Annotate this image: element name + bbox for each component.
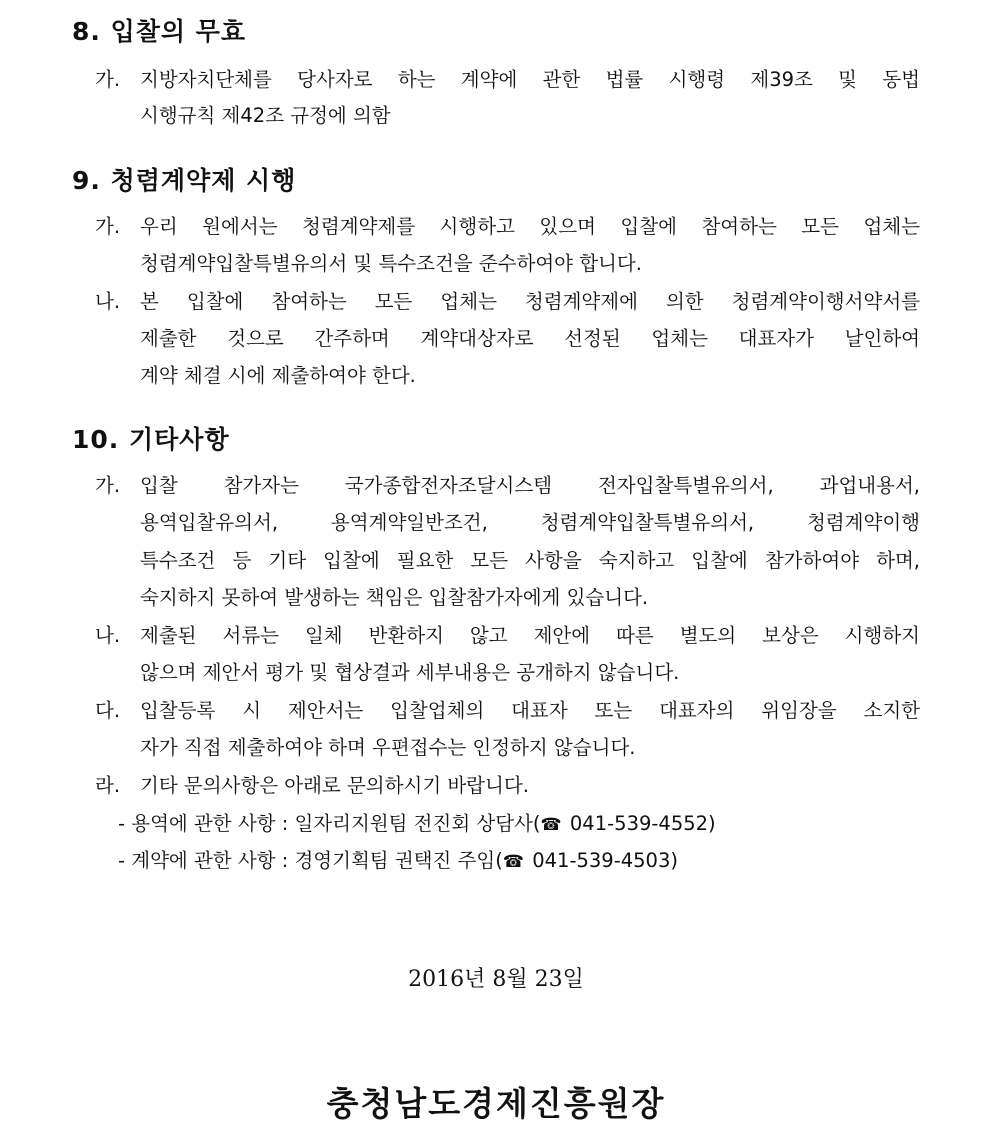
item-text-line: 지방자치단체를 당사자로 하는 계약에 관한 법률 시행령 제39조 및 동법 [140, 68, 920, 91]
contact-number: 041-539-4552) [563, 812, 716, 835]
contact-prefix: - 계약에 관한 사항 : 경영기획팀 권택진 주임( [118, 849, 503, 872]
contact-line-service [118, 808, 716, 836]
item-marker: 가. [95, 474, 121, 497]
item-text-line: 우리 원에서는 청렴계약제를 시행하고 있으며 입찰에 참여하는 모든 업체는 [140, 215, 920, 238]
document-date: 2016년 8월 23일 [408, 967, 584, 992]
item-text-line: 자가 직접 제출하여야 하며 우편접수는 인정하지 않습니다. [140, 736, 636, 759]
phone-icon: ☎ [502, 852, 525, 872]
item-marker: 가. [95, 68, 121, 91]
contact-prefix: - 용역에 관한 사항 : 일자리지원팀 전진회 상담사( [118, 812, 541, 835]
item-text-line: 숙지하지 못하여 발생하는 책임은 입찰참가자에게 있습니다. [140, 586, 649, 609]
item-text-line: 입찰등록 시 제안서는 입찰업체의 대표자 또는 대표자의 위임장을 소지한 [140, 699, 920, 722]
item-text-line: 청렴계약입찰특별유의서 및 특수조건을 준수하여야 합니다. [140, 252, 642, 275]
item-text-line: 입찰 참가자는 국가종합전자조달시스템 전자입찰특별유의서, 과업내용서, [140, 474, 920, 497]
item-text-line: 용역입찰유의서, 용역계약일반조건, 청렴계약입찰특별유의서, 청렴계약이행 [140, 511, 920, 534]
item-text-line: 제출한 것으로 간주하며 계약대상자로 선정된 업체는 대표자가 날인하여 [140, 327, 920, 350]
item-text-line: 제출된 서류는 일체 반환하지 않고 제안에 따른 별도의 보상은 시행하지 [140, 624, 920, 647]
item-marker: 다. [95, 699, 121, 722]
item-marker: 나. [95, 290, 121, 313]
section-title-10: 10. 기타사항 [72, 425, 230, 454]
item-text-line: 시행규칙 제42조 규정에 의함 [140, 104, 391, 127]
item-text-line: 기타 문의사항은 아래로 문의하시기 바랍니다. [140, 774, 529, 797]
section-title-8: 8. 입찰의 무효 [72, 17, 247, 46]
contact-number: 041-539-4503) [526, 849, 678, 872]
item-marker: 가. [95, 215, 121, 238]
section-title-9: 9. 청렴계약제 시행 [72, 166, 297, 195]
issuing-organization: 충청남도경제진흥원장 [326, 1084, 666, 1123]
item-marker: 나. [95, 624, 121, 647]
item-text-line: 않으며 제안서 평가 및 협상결과 세부내용은 공개하지 않습니다. [140, 661, 680, 684]
item-text-line: 계약 체결 시에 제출하여야 한다. [140, 364, 416, 387]
item-text-line: 특수조건 등 기타 입찰에 필요한 모든 사항을 숙지하고 입찰에 참가하여야 하며, [140, 549, 920, 572]
item-marker: 라. [95, 774, 121, 797]
item-text-line: 본 입찰에 참여하는 모든 업체는 청렴계약제에 의한 청렴계약이행서약서를 [140, 290, 920, 313]
phone-icon: ☎ [540, 815, 562, 835]
contact-line-contract [118, 845, 678, 873]
